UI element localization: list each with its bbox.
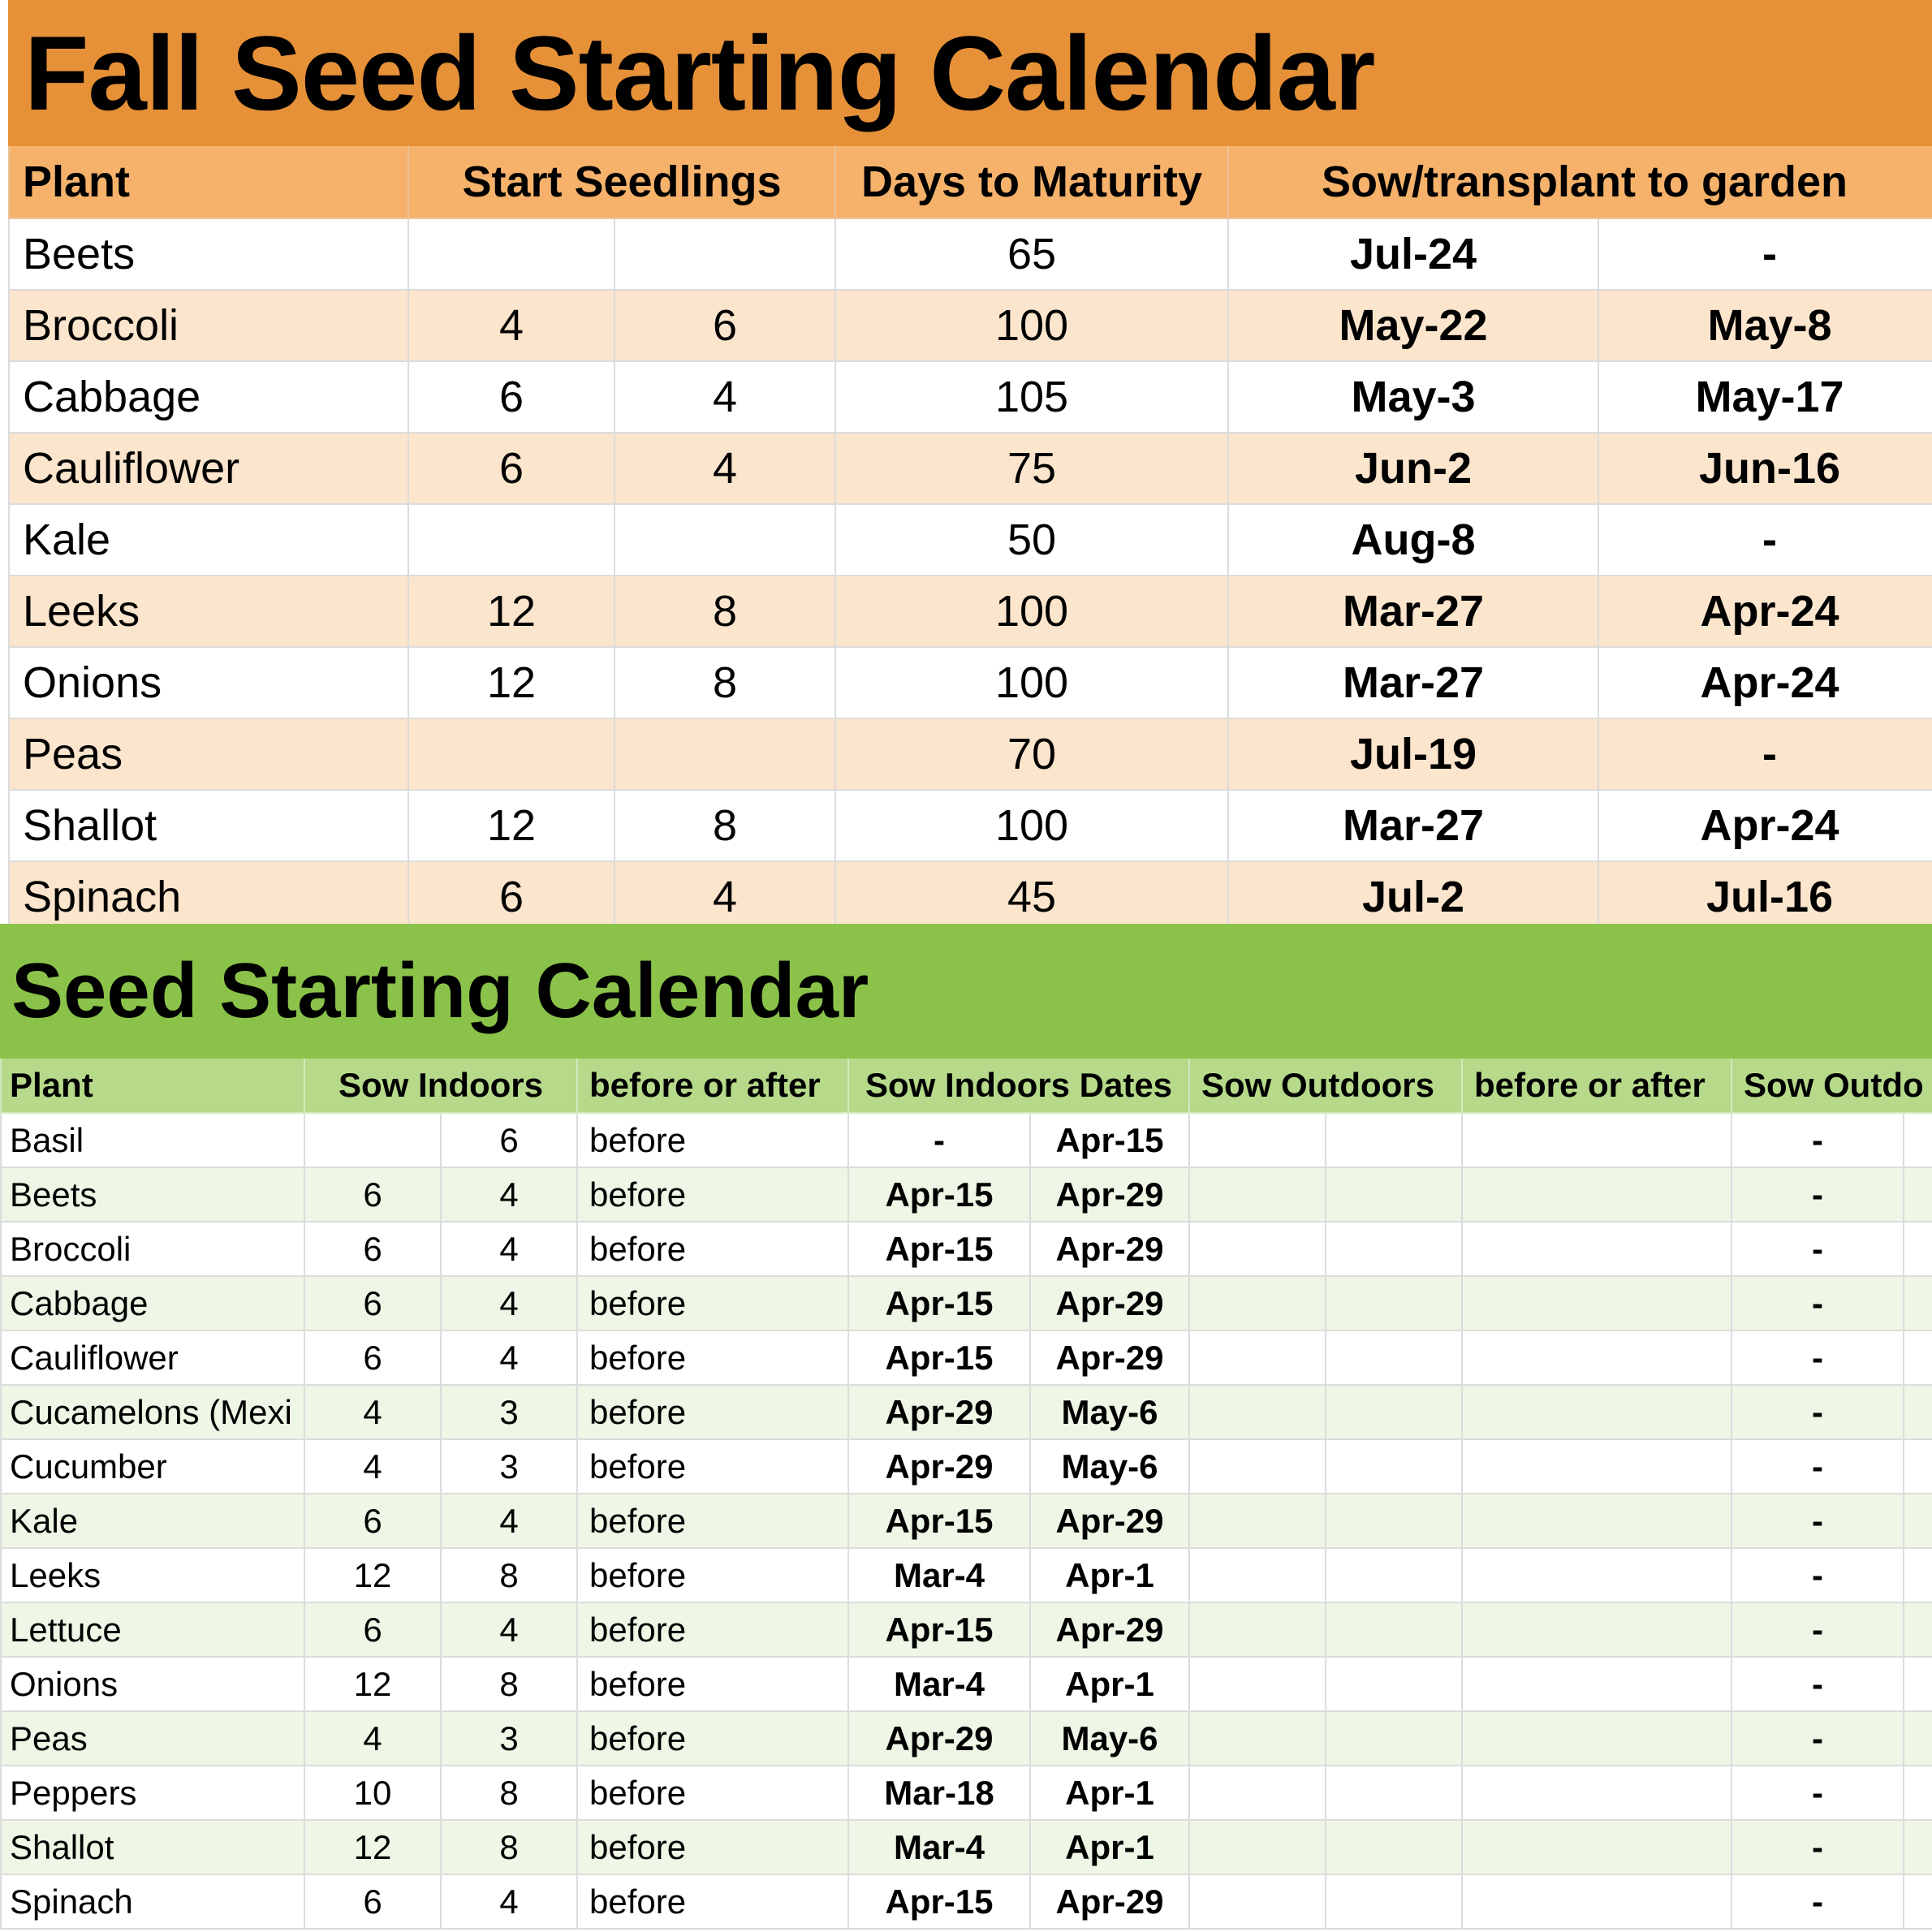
seed-sheet-title[interactable]: Seed Starting Calendar: [1, 925, 1932, 1058]
transplant-date-cell[interactable]: Apr-24: [1598, 576, 1932, 647]
transplant-date-cell[interactable]: -: [1598, 504, 1932, 576]
table-row: [9, 861, 1932, 924]
days-to-maturity-cell[interactable]: 45: [835, 861, 1228, 924]
sow-indoors-weeks-cell[interactable]: 3: [441, 1711, 577, 1766]
sow-outdoors-cell[interactable]: [1326, 1276, 1462, 1330]
plant-cell[interactable]: Spinach: [9, 861, 408, 924]
sow-outdoors-cell[interactable]: [1189, 1167, 1326, 1222]
sow-indoors-date-cell[interactable]: Mar-4: [848, 1657, 1030, 1711]
sow-indoors-date-cell[interactable]: -: [848, 1113, 1030, 1167]
before-or-after-outdoors-cell[interactable]: [1462, 1874, 1731, 1929]
before-or-after-outdoors-cell[interactable]: [1462, 1820, 1731, 1874]
sow-indoors-weeks-cell[interactable]: 6: [304, 1874, 441, 1929]
transplant-date-cell[interactable]: Jul-16: [1598, 861, 1932, 924]
sow-outdoors-date-cell[interactable]: -: [1731, 1385, 1904, 1439]
transplant-date-cell[interactable]: -: [1598, 218, 1932, 290]
sow-outdoors-date-cell[interactable]: -: [1731, 1167, 1904, 1222]
table-row: [1, 1602, 1932, 1657]
sow-outdoors-date-cell[interactable]: -: [1731, 1820, 1904, 1874]
seed-calendar-table: [0, 924, 1932, 1930]
table-row: [1, 1439, 1932, 1494]
sow-outdoors-date-cell[interactable]: -: [1731, 1602, 1904, 1657]
plant-cell[interactable]: Onions: [9, 647, 408, 718]
sow-indoors-weeks-cell[interactable]: 6: [304, 1494, 441, 1548]
sow-outdoors-date-cell[interactable]: -: [1731, 1548, 1904, 1602]
sow-indoors-date-cell[interactable]: Mar-4: [848, 1548, 1030, 1602]
header-sow-outdoors[interactable]: Sow Outdoors: [1189, 1058, 1462, 1113]
before-or-after-outdoors-cell[interactable]: [1462, 1385, 1731, 1439]
sow-indoors-weeks-cell[interactable]: 8: [441, 1657, 577, 1711]
sow-outdoors-cell[interactable]: [1326, 1439, 1462, 1494]
before-or-after-cell[interactable]: before: [577, 1167, 848, 1222]
sow-outdoors-date-cell[interactable]: [1904, 1602, 1932, 1657]
start-seedlings-weeks-cell[interactable]: [408, 504, 615, 576]
sow-indoors-weeks-cell[interactable]: 4: [441, 1222, 577, 1276]
sow-outdoors-cell[interactable]: [1326, 1548, 1462, 1602]
table-row: [9, 218, 1932, 290]
table-row: [9, 361, 1932, 433]
start-seedlings-weeks-cell[interactable]: 6: [408, 361, 615, 433]
sow-indoors-weeks-cell[interactable]: 8: [441, 1548, 577, 1602]
header-plant[interactable]: Plant: [9, 145, 408, 218]
before-or-after-cell[interactable]: before: [577, 1494, 848, 1548]
sow-indoors-weeks-cell[interactable]: 4: [441, 1167, 577, 1222]
header-sow-indoors-dates[interactable]: Sow Indoors Dates: [848, 1058, 1189, 1113]
sow-indoors-weeks-cell[interactable]: 6: [304, 1330, 441, 1385]
before-or-after-outdoors-cell[interactable]: [1462, 1602, 1731, 1657]
plant-cell[interactable]: Kale: [9, 504, 408, 576]
table-row: [9, 433, 1932, 504]
table-row: [9, 790, 1932, 861]
sow-indoors-date-cell[interactable]: Apr-29: [1030, 1494, 1189, 1548]
sow-indoors-weeks-cell[interactable]: 12: [304, 1820, 441, 1874]
table-row: [9, 290, 1932, 361]
before-or-after-cell[interactable]: before: [577, 1657, 848, 1711]
before-or-after-outdoors-cell[interactable]: [1462, 1330, 1731, 1385]
plant-cell[interactable]: Shallot: [9, 790, 408, 861]
start-seedlings-weeks-cell[interactable]: 4: [615, 433, 835, 504]
before-or-after-outdoors-cell[interactable]: [1462, 1113, 1731, 1167]
sow-indoors-weeks-cell[interactable]: 4: [304, 1711, 441, 1766]
sow-date-cell[interactable]: Jun-2: [1228, 433, 1598, 504]
sow-outdoors-cell[interactable]: [1326, 1820, 1462, 1874]
sow-outdoors-cell[interactable]: [1326, 1494, 1462, 1548]
title-cell[interactable]: [1598, 1, 1932, 145]
days-to-maturity-cell[interactable]: 65: [835, 218, 1228, 290]
start-seedlings-weeks-cell[interactable]: 4: [615, 861, 835, 924]
sow-indoors-date-cell[interactable]: Apr-29: [848, 1439, 1030, 1494]
start-seedlings-weeks-cell[interactable]: [615, 718, 835, 790]
sow-outdoors-cell[interactable]: [1326, 1711, 1462, 1766]
sow-outdoors-date-cell[interactable]: [1904, 1113, 1932, 1167]
plant-cell[interactable]: Leeks: [9, 576, 408, 647]
before-or-after-cell[interactable]: before: [577, 1439, 848, 1494]
sow-indoors-weeks-cell[interactable]: 4: [441, 1602, 577, 1657]
table-row: [9, 718, 1932, 790]
sow-indoors-date-cell[interactable]: Apr-15: [848, 1276, 1030, 1330]
plant-cell[interactable]: Broccoli: [9, 290, 408, 361]
sow-indoors-date-cell[interactable]: Apr-29: [1030, 1602, 1189, 1657]
plant-cell[interactable]: Shallot: [1, 1820, 304, 1874]
sow-outdoors-cell[interactable]: [1189, 1113, 1326, 1167]
sow-outdoors-cell[interactable]: [1326, 1766, 1462, 1820]
sow-indoors-date-cell[interactable]: May-6: [1030, 1385, 1189, 1439]
sow-outdoors-cell[interactable]: [1189, 1494, 1326, 1548]
sow-outdoors-cell[interactable]: [1326, 1657, 1462, 1711]
sow-outdoors-date-cell[interactable]: [1904, 1874, 1932, 1929]
sow-outdoors-cell[interactable]: [1189, 1548, 1326, 1602]
sow-outdoors-cell[interactable]: [1326, 1222, 1462, 1276]
sow-indoors-weeks-cell[interactable]: 12: [304, 1657, 441, 1711]
sow-outdoors-date-cell[interactable]: [1904, 1167, 1932, 1222]
plant-cell[interactable]: Peas: [9, 718, 408, 790]
sow-outdoors-cell[interactable]: [1326, 1330, 1462, 1385]
sow-indoors-weeks-cell[interactable]: 6: [304, 1222, 441, 1276]
sow-outdoors-cell[interactable]: [1189, 1439, 1326, 1494]
sow-indoors-date-cell[interactable]: Apr-1: [1030, 1766, 1189, 1820]
sow-date-cell[interactable]: Jul-2: [1228, 861, 1598, 924]
before-or-after-cell[interactable]: before: [577, 1820, 848, 1874]
sow-date-cell[interactable]: Jul-19: [1228, 718, 1598, 790]
before-or-after-cell[interactable]: before: [577, 1330, 848, 1385]
table-row: [1, 1766, 1932, 1820]
sow-date-cell[interactable]: Mar-27: [1228, 576, 1598, 647]
sow-outdoors-date-cell[interactable]: [1904, 1276, 1932, 1330]
start-seedlings-weeks-cell[interactable]: 6: [615, 290, 835, 361]
header-sow-outdoors-dates[interactable]: Sow Outdo: [1731, 1058, 1932, 1113]
sow-indoors-date-cell[interactable]: Apr-15: [848, 1602, 1030, 1657]
sow-outdoors-cell[interactable]: [1189, 1602, 1326, 1657]
start-seedlings-weeks-cell[interactable]: 4: [615, 361, 835, 433]
table-row: [1, 1874, 1932, 1929]
table-row: [1, 1494, 1932, 1548]
days-to-maturity-cell[interactable]: 105: [835, 361, 1228, 433]
plant-cell[interactable]: Cucumber: [1, 1439, 304, 1494]
transplant-date-cell[interactable]: Apr-24: [1598, 790, 1932, 861]
sow-indoors-weeks-cell[interactable]: 4: [441, 1330, 577, 1385]
before-or-after-cell[interactable]: before: [577, 1113, 848, 1167]
sow-outdoors-date-cell[interactable]: [1904, 1330, 1932, 1385]
transplant-date-cell[interactable]: Apr-24: [1598, 647, 1932, 718]
before-or-after-cell[interactable]: before: [577, 1602, 848, 1657]
transplant-date-cell[interactable]: Jun-16: [1598, 433, 1932, 504]
sow-outdoors-cell[interactable]: [1189, 1766, 1326, 1820]
sow-indoors-date-cell[interactable]: Apr-15: [848, 1330, 1030, 1385]
transplant-date-cell[interactable]: May-17: [1598, 361, 1932, 433]
sow-outdoors-date-cell[interactable]: -: [1731, 1494, 1904, 1548]
sow-indoors-weeks-cell[interactable]: [304, 1113, 441, 1167]
sow-outdoors-cell[interactable]: [1189, 1385, 1326, 1439]
sow-indoors-date-cell[interactable]: Apr-15: [848, 1222, 1030, 1276]
before-or-after-outdoors-cell[interactable]: [1462, 1222, 1731, 1276]
sow-indoors-weeks-cell[interactable]: 4: [304, 1439, 441, 1494]
start-seedlings-weeks-cell[interactable]: [408, 218, 615, 290]
plant-cell[interactable]: Broccoli: [1, 1222, 304, 1276]
sow-indoors-weeks-cell[interactable]: 6: [304, 1602, 441, 1657]
sow-outdoors-cell[interactable]: [1189, 1711, 1326, 1766]
header-plant[interactable]: Plant: [1, 1058, 304, 1113]
plant-cell[interactable]: Basil: [1, 1113, 304, 1167]
table-row: [1, 1657, 1932, 1711]
sow-indoors-weeks-cell[interactable]: 6: [304, 1167, 441, 1222]
fall-seed-calendar-sheet: [0, 0, 1932, 924]
sow-indoors-weeks-cell[interactable]: 4: [304, 1385, 441, 1439]
start-seedlings-weeks-cell[interactable]: 4: [408, 290, 615, 361]
table-row: [9, 647, 1932, 718]
plant-cell[interactable]: Cabbage: [9, 361, 408, 433]
before-or-after-outdoors-cell[interactable]: [1462, 1439, 1731, 1494]
sow-indoors-weeks-cell[interactable]: 4: [441, 1874, 577, 1929]
sow-indoors-weeks-cell[interactable]: 4: [441, 1494, 577, 1548]
before-or-after-cell[interactable]: before: [577, 1874, 848, 1929]
sow-outdoors-date-cell[interactable]: -: [1731, 1874, 1904, 1929]
days-to-maturity-cell[interactable]: 100: [835, 790, 1228, 861]
plant-cell[interactable]: Cabbage: [1, 1276, 304, 1330]
sow-outdoors-cell[interactable]: [1326, 1113, 1462, 1167]
table-row: [1, 1385, 1932, 1439]
sow-indoors-date-cell[interactable]: May-6: [1030, 1439, 1189, 1494]
transplant-date-cell[interactable]: -: [1598, 718, 1932, 790]
table-row: [1, 1820, 1932, 1874]
sow-outdoors-cell[interactable]: [1326, 1602, 1462, 1657]
sow-outdoors-cell[interactable]: [1189, 1330, 1326, 1385]
sow-indoors-date-cell[interactable]: Apr-15: [848, 1494, 1030, 1548]
sow-outdoors-cell[interactable]: [1189, 1820, 1326, 1874]
table-row: [1, 1276, 1932, 1330]
plant-cell[interactable]: Kale: [1, 1494, 304, 1548]
sow-outdoors-date-cell[interactable]: [1904, 1494, 1932, 1548]
table-row: [1, 1167, 1932, 1222]
sow-indoors-date-cell[interactable]: Mar-4: [848, 1820, 1030, 1874]
sow-indoors-weeks-cell[interactable]: 12: [304, 1548, 441, 1602]
plant-cell[interactable]: Lettuce: [1, 1602, 304, 1657]
sow-outdoors-date-cell[interactable]: [1904, 1548, 1932, 1602]
days-to-maturity-cell[interactable]: 70: [835, 718, 1228, 790]
sow-indoors-date-cell[interactable]: Apr-1: [1030, 1820, 1189, 1874]
sow-indoors-weeks-cell[interactable]: 3: [441, 1439, 577, 1494]
start-seedlings-weeks-cell[interactable]: [615, 218, 835, 290]
before-or-after-cell[interactable]: before: [577, 1385, 848, 1439]
start-seedlings-weeks-cell[interactable]: 12: [408, 576, 615, 647]
days-to-maturity-cell[interactable]: 75: [835, 433, 1228, 504]
sow-indoors-date-cell[interactable]: Mar-18: [848, 1766, 1030, 1820]
sow-outdoors-date-cell[interactable]: -: [1731, 1276, 1904, 1330]
plant-cell[interactable]: Peas: [1, 1711, 304, 1766]
sow-outdoors-date-cell[interactable]: [1904, 1222, 1932, 1276]
plant-cell[interactable]: Cauliflower: [9, 433, 408, 504]
before-or-after-cell[interactable]: before: [577, 1711, 848, 1766]
sow-outdoors-date-cell[interactable]: -: [1731, 1439, 1904, 1494]
header-sow-indoors[interactable]: Sow Indoors: [304, 1058, 577, 1113]
start-seedlings-weeks-cell[interactable]: [408, 718, 615, 790]
sow-outdoors-cell[interactable]: [1189, 1657, 1326, 1711]
sow-date-cell[interactable]: Mar-27: [1228, 647, 1598, 718]
sow-outdoors-date-cell[interactable]: [1904, 1657, 1932, 1711]
table-row: [1, 1113, 1932, 1167]
sow-indoors-date-cell[interactable]: Apr-15: [1030, 1113, 1189, 1167]
start-seedlings-weeks-cell[interactable]: 6: [408, 861, 615, 924]
sow-indoors-weeks-cell[interactable]: 10: [304, 1766, 441, 1820]
start-seedlings-weeks-cell[interactable]: 8: [615, 647, 835, 718]
sow-indoors-date-cell[interactable]: May-6: [1030, 1711, 1189, 1766]
before-or-after-outdoors-cell[interactable]: [1462, 1167, 1731, 1222]
plant-cell[interactable]: Onions: [1, 1657, 304, 1711]
sow-indoors-date-cell[interactable]: Apr-29: [848, 1711, 1030, 1766]
sow-indoors-date-cell[interactable]: Apr-29: [848, 1385, 1030, 1439]
sow-outdoors-date-cell[interactable]: -: [1731, 1657, 1904, 1711]
days-to-maturity-cell[interactable]: 100: [835, 647, 1228, 718]
header-start-seedlings[interactable]: Start Seedlings: [408, 145, 835, 218]
plant-cell[interactable]: Spinach: [1, 1874, 304, 1929]
table-row: [1, 1711, 1932, 1766]
sow-date-cell[interactable]: May-22: [1228, 290, 1598, 361]
seed-calendar-sheet: [0, 924, 1932, 1932]
sow-outdoors-cell[interactable]: [1189, 1874, 1326, 1929]
before-or-after-cell[interactable]: before: [577, 1766, 848, 1820]
sow-outdoors-date-cell[interactable]: -: [1731, 1330, 1904, 1385]
table-row: [9, 576, 1932, 647]
header-before-or-after[interactable]: before or after: [577, 1058, 848, 1113]
before-or-after-cell[interactable]: before: [577, 1276, 848, 1330]
transplant-date-cell[interactable]: May-8: [1598, 290, 1932, 361]
sow-indoors-date-cell[interactable]: Apr-29: [1030, 1276, 1189, 1330]
start-seedlings-weeks-cell[interactable]: 12: [408, 790, 615, 861]
sow-outdoors-cell[interactable]: [1189, 1222, 1326, 1276]
start-seedlings-weeks-cell[interactable]: 6: [408, 433, 615, 504]
sow-date-cell[interactable]: Aug-8: [1228, 504, 1598, 576]
sow-outdoors-date-cell[interactable]: -: [1731, 1711, 1904, 1766]
before-or-after-cell[interactable]: before: [577, 1548, 848, 1602]
plant-cell[interactable]: Cucamelons (Mexi: [1, 1385, 304, 1439]
days-to-maturity-cell[interactable]: 100: [835, 290, 1228, 361]
fall-sheet-title[interactable]: Fall Seed Starting Calendar: [9, 1, 1598, 145]
sow-outdoors-date-cell[interactable]: [1904, 1820, 1932, 1874]
sow-date-cell[interactable]: Mar-27: [1228, 790, 1598, 861]
sow-indoors-weeks-cell[interactable]: 6: [441, 1113, 577, 1167]
sow-outdoors-date-cell[interactable]: [1904, 1766, 1932, 1820]
before-or-after-outdoors-cell[interactable]: [1462, 1657, 1731, 1711]
plant-cell[interactable]: Beets: [9, 218, 408, 290]
sow-indoors-weeks-cell[interactable]: 3: [441, 1385, 577, 1439]
sow-indoors-date-cell[interactable]: Apr-1: [1030, 1548, 1189, 1602]
before-or-after-cell[interactable]: before: [577, 1222, 848, 1276]
sow-outdoors-date-cell[interactable]: [1904, 1439, 1932, 1494]
sow-outdoors-date-cell[interactable]: -: [1731, 1113, 1904, 1167]
plant-cell[interactable]: Cauliflower: [1, 1330, 304, 1385]
sow-date-cell[interactable]: May-3: [1228, 361, 1598, 433]
days-to-maturity-cell[interactable]: 50: [835, 504, 1228, 576]
sow-outdoors-date-cell[interactable]: [1904, 1385, 1932, 1439]
table-row: [1, 1222, 1932, 1276]
sow-outdoors-cell[interactable]: [1326, 1874, 1462, 1929]
start-seedlings-weeks-cell[interactable]: 8: [615, 576, 835, 647]
sow-indoors-date-cell[interactable]: Apr-29: [1030, 1167, 1189, 1222]
before-or-after-outdoors-cell[interactable]: [1462, 1494, 1731, 1548]
sow-indoors-date-cell[interactable]: Apr-29: [1030, 1330, 1189, 1385]
table-row: [1, 1548, 1932, 1602]
sow-outdoors-cell[interactable]: [1326, 1385, 1462, 1439]
start-seedlings-weeks-cell[interactable]: 12: [408, 647, 615, 718]
sow-outdoors-cell[interactable]: [1189, 1276, 1326, 1330]
before-or-after-outdoors-cell[interactable]: [1462, 1766, 1731, 1820]
sow-outdoors-cell[interactable]: [1326, 1167, 1462, 1222]
table-row: [9, 504, 1932, 576]
table-row: [1, 1330, 1932, 1385]
before-or-after-outdoors-cell[interactable]: [1462, 1276, 1731, 1330]
sow-outdoors-date-cell[interactable]: -: [1731, 1766, 1904, 1820]
before-or-after-outdoors-cell[interactable]: [1462, 1711, 1731, 1766]
sow-indoors-weeks-cell[interactable]: 8: [441, 1766, 577, 1820]
plant-cell[interactable]: Leeks: [1, 1548, 304, 1602]
start-seedlings-weeks-cell[interactable]: 8: [615, 790, 835, 861]
sow-outdoors-date-cell[interactable]: [1904, 1711, 1932, 1766]
sow-indoors-date-cell[interactable]: Apr-29: [1030, 1222, 1189, 1276]
header-before-or-after-outdoors[interactable]: before or after: [1462, 1058, 1731, 1113]
start-seedlings-weeks-cell[interactable]: [615, 504, 835, 576]
plant-cell[interactable]: Beets: [1, 1167, 304, 1222]
sow-indoors-date-cell[interactable]: Apr-15: [848, 1167, 1030, 1222]
sow-indoors-weeks-cell[interactable]: 6: [304, 1276, 441, 1330]
header-sow-transplant[interactable]: Sow/transplant to garden: [1228, 145, 1932, 218]
sow-indoors-weeks-cell[interactable]: 4: [441, 1276, 577, 1330]
fall-calendar-table: [8, 0, 1932, 924]
days-to-maturity-cell[interactable]: 100: [835, 576, 1228, 647]
sow-indoors-weeks-cell[interactable]: 8: [441, 1820, 577, 1874]
sow-outdoors-date-cell[interactable]: -: [1731, 1222, 1904, 1276]
sow-date-cell[interactable]: Jul-24: [1228, 218, 1598, 290]
sow-indoors-date-cell[interactable]: Apr-29: [1030, 1874, 1189, 1929]
plant-cell[interactable]: Peppers: [1, 1766, 304, 1820]
sow-indoors-date-cell[interactable]: Apr-15: [848, 1874, 1030, 1929]
before-or-after-outdoors-cell[interactable]: [1462, 1548, 1731, 1602]
sow-indoors-date-cell[interactable]: Apr-1: [1030, 1657, 1189, 1711]
header-days-to-maturity[interactable]: Days to Maturity: [835, 145, 1228, 218]
